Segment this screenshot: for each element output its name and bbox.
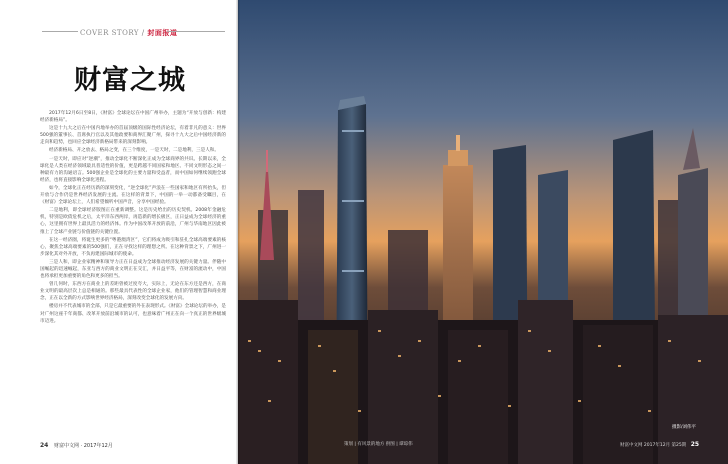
paragraph: 一是天时，即应对“逆潮”，推动全球化不断深化正成为全球商界的共识。长期以来，全球化是人类在经济领域最具普适性的价值，更是跨越不同国家和地区、不同文明形态之间一种最有力的沟通语言。500强企业是全球化的主要力量和受益者，而中国如何继续领跑全球经济，也将直接影响全球化进程。 xyxy=(40,156,226,183)
page-gutter xyxy=(236,0,240,464)
paragraph: 二是地利，即全球经济版图正在重新调整。这是历史给出的历史契机。2008年金融危机，特别是欧债危机之后，太平洋东西两岸，再造新的增长极区，正日益成为全球经济的重心，这里拥有世界上最具活力的经济体。作为中国改革开放的前沿，广州与华南地区因此被推上了全球产业链与价值链的关键位置。 xyxy=(40,208,226,235)
header-rule xyxy=(167,31,225,32)
section-header xyxy=(80,28,177,38)
article-title: 财富之城 xyxy=(74,65,186,96)
page-number: 24 xyxy=(40,442,49,449)
folio-right xyxy=(620,441,699,448)
article-body xyxy=(40,110,226,326)
folio-text: 财富中文网 · 2017年12月 xyxy=(53,443,113,449)
folio-text: 财富中文网 2017年12月 第25期 xyxy=(620,443,687,448)
photo-caption: 策划 | 有风景的地方 供图 | 谭琼伟 xyxy=(344,442,413,447)
section-separator: / xyxy=(141,29,145,37)
folio-left xyxy=(40,442,113,449)
left-page xyxy=(0,0,238,464)
paragraph: 楼房并不代表城市的全部，只是它最重要的外在表现形式。《财富》全球论坛的举办，是对广州这座千年商都、改革开放前沿城市的认可，也意味着广州正在向一个真正的世界级城市迈进。 xyxy=(40,304,226,324)
paragraph: 经济新格局、开之放去、格局之变，在三个维度，一是天时，二是地利，三是人和。 xyxy=(49,148,219,154)
paragraph: 三是人和，即企业家精神和领导力正在日益成为全球推动经济发展的关键力量。伴随中国崛起的迅速崛起，东亚与西方的商业文明正在交汇，并日益平等，在财富的流动中，中国也将承担更加重要的角色和更多的担当。 xyxy=(40,259,226,280)
city-skyline-illustration xyxy=(238,0,728,464)
paragraph: 在这一经济圈，将诞生更多的“粤港澳湾区”，它们将成为吸引和驻扎全球高端要素的核心，聚焦全球高端要素的500强们，正在寻找这样的理想之所。在这种背景之下，广州进一步深化其对外开放，不负再建国际城市的使命。 xyxy=(40,237,226,257)
page-number: 25 xyxy=(690,441,700,448)
paragraph: 2017年12月6日至8日，《财富》全球论坛在中国广州举办，主题为“开放与创新：构建经济新格局”。 xyxy=(40,111,226,124)
section-chinese: 封面报道 xyxy=(147,28,178,37)
foreground-buildings xyxy=(238,300,728,464)
header-rule xyxy=(42,31,78,32)
cover-photo xyxy=(238,0,728,464)
paragraph: 曾几何时，东西方在商业上的差距曾被过度夸大，实际上，无论在东方还是西方，在商业文明的最高层次上总是相通的。那些最具代表性的全球企业家，他们的管理智慧和商业理念，正在以全新的方式影响世界经济格局，深刻改变全球化的发展方向。 xyxy=(40,282,226,302)
photo-credit: 摄影/刘伟平 xyxy=(672,425,697,430)
paragraph: 这是十九大之后在中国内地举办的首届顶级的国际性经济论坛，有着非凡的意义：世界500强的董事长、首席执行官以及其他政要和商界汇聚广州，探寻十九大之后中国经济新的走向和趋势，也回应全球经济新格局带来的深刻影响。 xyxy=(40,126,226,146)
paragraph: 如今，全球化正在经历新的深刻变化，“逆全球化”声浪在一些国家和地区有所抬头，但开放与合作仍是世界经济发展的主流。在这样的背景下，中国的一举一动都备受瞩目，在《财富》全球论坛上，人们希望倾听中国声音，分享中国经验。 xyxy=(40,185,226,206)
section-english: COVER STORY xyxy=(80,29,140,37)
